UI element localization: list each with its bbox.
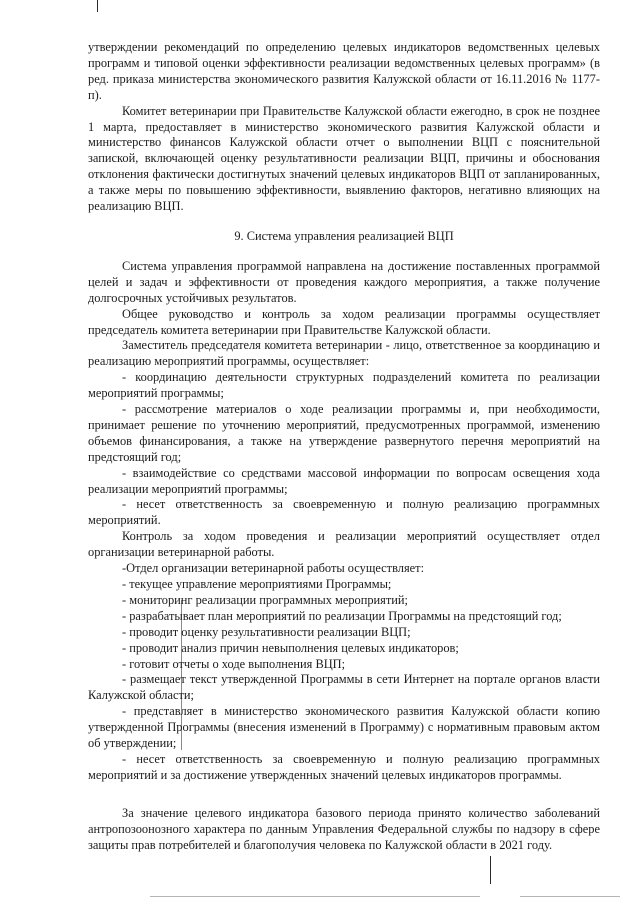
list-item: - представляет в министерство экономического развития Калужской области копию утвержденной Программы (внесения изменений в Программу) с нормативным правовым актом об утверждении;: [88, 704, 600, 751]
list-item: - размещает текст утвержденной Программы в сети Интернет на портале органов власти Калужской области;: [88, 672, 600, 703]
paragraph: За значение целевого индикатора базового периода принято количество заболеваний антропозоонозного характера по данным Управления Федеральной службы по надзору в сфере защиты прав потребителей и благополучия человека по Калужской области в 2021 году.: [88, 805, 600, 852]
paragraph: утверждении рекомендаций по определению целевых индикаторов ведомственных целевых программ и типовой оценки эффективности реализации ведомственных целевых программ» (в ред. приказа министерства экономического развития Калужской области от 16.11.2016 № 1177-п).: [88, 40, 600, 102]
list-item: - рассмотрение материалов о ходе реализации программы и, при необходимости, принимает решение по уточнению мероприятий, предусмотренных программой, изменению объемов финансирования, а также на утверждение развернутого перечня мероприятий на предстоящий год;: [88, 402, 600, 464]
list-item: - разрабатывает план мероприятий по реализации Программы на предстоящий год;: [122, 608, 562, 623]
paragraph: Система управления программой направлена на достижение поставленных программой целей и задач и эффективности от проведения каждого мероприятия, а также получение долгосрочных устойчивых результатов.: [88, 258, 600, 305]
scan-artifact-line: [490, 856, 491, 884]
list-item: - несет ответственность за своевременную и полную реализацию программных мероприятий.: [88, 497, 600, 528]
paragraph: Комитет ветеринарии при Правительстве Калужской области ежегодно, в срок не позднее 1 марта, предоставляет в министерство экономического развития Калужской области и министерство финансов Калужской области отчет о выполнении ВЦП с пояснительной запиской, включающей оценку результативности реализации ВЦП, причины и обоснования отклонения фактически достигнутых значений целевых индикаторов ВЦП от запланированных, а также меры по повышению эффективности, выявлению факторов, негативно влияющих на реализацию ВЦП.: [88, 103, 600, 214]
list-item: - готовит отчеты о ходе выполнения ВЦП;: [122, 656, 346, 671]
list-item: - мониторинг реализации программных мероприятий;: [122, 592, 408, 607]
scan-artifact-line: [150, 896, 480, 897]
list-item: - проводит анализ причин невыполнения целевых индикаторов;: [122, 640, 459, 655]
list-item: - несет ответственность за своевременную и полную реализацию программных мероприятий и за достижение утвержденных значений целевых индикаторов программы.: [88, 751, 600, 782]
list-item: - координацию деятельности структурных подразделений комитета по реализации мероприятий программы;: [88, 370, 600, 401]
list-item: - взаимодействие со средствами массовой информации по вопросам освещения хода реализации мероприятий программы;: [88, 465, 600, 496]
section-heading: 9. Система управления реализацией ВЦП: [234, 228, 454, 243]
scan-artifact-line: [97, 0, 98, 12]
list-item: - текущее управление мероприятиями Программы;: [122, 577, 392, 591]
document-body: [88, 40, 600, 854]
scan-artifact-line: [520, 896, 620, 897]
paragraph: Общее руководство и контроль за ходом реализации программы осуществляет председатель комитета ветеринарии при Правительстве Калужской области.: [88, 306, 600, 337]
paragraph: Контроль за ходом проведения и реализации мероприятий осуществляет отдел организации ветеринарной работы.: [88, 529, 600, 560]
list-intro: -Отдел организации ветеринарной работы осуществляет:: [122, 561, 425, 576]
paragraph: Заместитель председателя комитета ветеринарии - лицо, ответственное за координацию и реализацию мероприятий программы, осуществляет:: [88, 338, 600, 369]
list-item: - проводит оценку результативности реализации ВЦП;: [122, 624, 411, 639]
